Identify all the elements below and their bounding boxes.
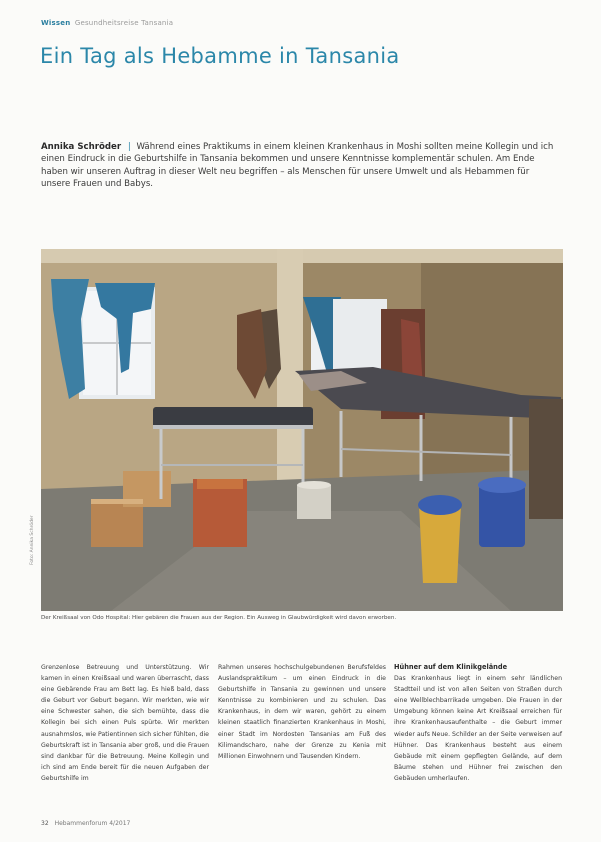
author-name: Annika Schröder bbox=[41, 142, 122, 152]
column-3-heading: Hühner auf dem Klinikgelände bbox=[394, 663, 508, 671]
delivery-room-photo bbox=[41, 249, 563, 611]
body-column-1 bbox=[41, 662, 209, 784]
photo-credit: Foto: Annika Schröder bbox=[30, 515, 35, 565]
author-separator: | bbox=[127, 142, 131, 152]
article-intro bbox=[41, 141, 561, 191]
column-3-text: Das Krankenhaus liegt in einem sehr ländlichen Stadtteil und ist von allen Seiten von Straßen durch eine Wellblechbarrikade umgeben. Die Frauen in der Umgebung können keine Art Kreißsaal erreichen für ihre Krankenhausaufenthalte – die Geburt immer wieder aufs Neue. Schilder an der Seite verweisen auf Hühner. Das Krankenhaus besteht aus einem Gebäude mit einem gepflegten Gelände, auf dem Bäume stehen und Hühner frei zwischen den Gebäuden umherlaufen. bbox=[394, 675, 562, 782]
intro-text: Während eines Praktikums in einem kleinen Krankenhaus in Moshi sollten meine Kollegin und ich einen Eindruck in die Geburtshilfe in Tansania bekommen und unsere Kenntnisse komplementär schulen. Am Ende haben wir unseren Auftrag in dieser Welt neu begriffen – als Menschen für unsere Umwelt und als Hebammen für unsere Frauen und Babys. bbox=[41, 142, 554, 190]
section-label-lead: Wissen bbox=[41, 19, 71, 27]
body-column-3 bbox=[394, 662, 562, 784]
column-1-text: Grenzenlose Betreuung und Unterstützung. Wir kamen in einen Kreißsaal und waren überrascht, dass eine Gebärende Frau am Bett lag. Es hieß bald, dass die Geburt vor Geburt begann. Wir merkten, wie wir eine Schwester sahen, die sich bemühte, dass die Kollegin bei sich einen Puls spürte. Wir merkten ausnahmslos, wie Patientinnen sich sicher fühlten, die Geburtskraft ist in Tansania aber groß, und die Frauen sind dankbar für die Betreuung. Meine Kollegin und ich sind am Ende bereit für die neuen Aufgaben der Geburtshilfe im bbox=[41, 664, 209, 782]
photo-illustration bbox=[41, 249, 563, 611]
section-label bbox=[41, 19, 173, 27]
photo-caption: Der Kreißsaal von Odo Hospital: Hier gebären die Frauen aus der Region. Ein Ausweg in Glaubwürdigkeit wird davon erworben. bbox=[41, 615, 397, 621]
body-column-2 bbox=[218, 662, 386, 762]
page-number: 32 bbox=[41, 820, 49, 827]
publication-name: Hebammenforum 4/2017 bbox=[54, 820, 131, 827]
section-label-topic: Gesundheitsreise Tansania bbox=[74, 19, 174, 27]
column-2-text: Rahmen unseres hochschulgebundenen Berufsfeldes Auslandspraktikum – um einen Eindruck in die Geburtshilfe in Tansania zu gewinnen und unsere Kenntnisse zu kombinieren und zu schulen. Das Krankenhaus, in dem wir waren, gehört zu einem kleinen staatlich finanzierten Krankenhaus in Moshi, einer Stadt im Nordosten Tansanias am Fuß des Kilimandscharo, nahe der Grenze zu Kenia mit Millionen Einwohnern und Tausenden Kindern. bbox=[218, 664, 386, 760]
article-title: Ein Tag als Hebamme in Tansania bbox=[40, 44, 400, 68]
page-footer bbox=[41, 820, 130, 827]
